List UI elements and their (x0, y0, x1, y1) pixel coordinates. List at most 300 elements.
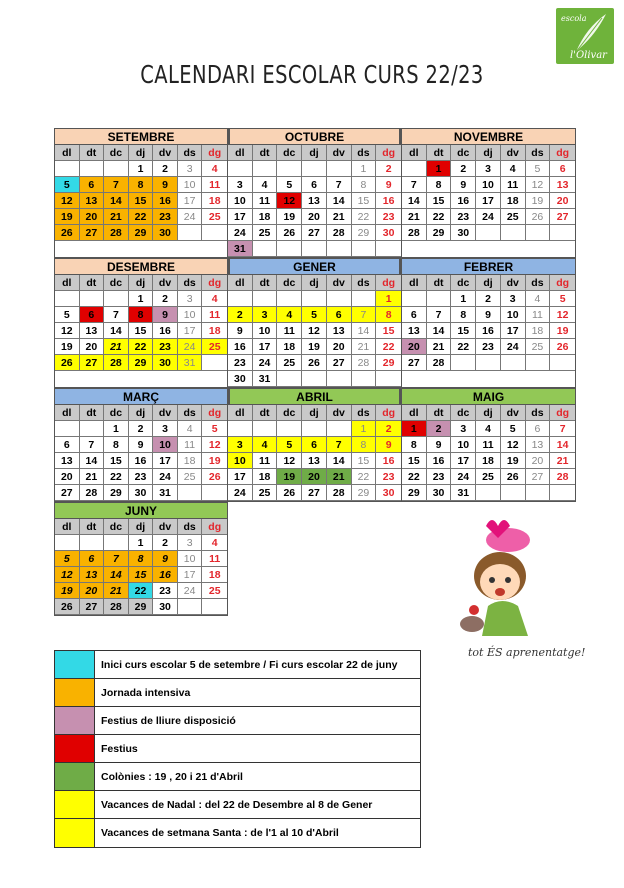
day-cell: 28 (402, 225, 427, 241)
legend-text: Festius de lliure disposició (101, 715, 236, 727)
day-cell: 12 (550, 307, 575, 323)
legend-text: Vacances de Nadal : del 22 de Desembre al 8 de Gener (101, 799, 373, 811)
day-cell: 8 (352, 437, 377, 453)
month-grid (402, 145, 575, 241)
month-grid (402, 405, 575, 501)
day-cell: 4 (526, 291, 551, 307)
day-cell: 22 (129, 583, 154, 599)
day-cell: 13 (302, 193, 327, 209)
day-cell: 14 (327, 453, 352, 469)
day-cell: 3 (178, 291, 203, 307)
weekday-header: dt (427, 145, 452, 161)
day-cell: 1 (352, 421, 377, 437)
day-cell: 8 (104, 437, 129, 453)
day-cell: 8 (352, 177, 377, 193)
day-cell: 2 (451, 161, 476, 177)
weekday-header: dc (104, 405, 129, 421)
month-grid (228, 275, 401, 387)
month-juny (54, 502, 228, 616)
legend-row (55, 735, 420, 763)
weekday-header: dt (80, 405, 105, 421)
day-cell: 10 (501, 307, 526, 323)
empty-cell (253, 161, 278, 177)
logo-line2: l'Olivar (570, 50, 607, 61)
empty-cell (277, 241, 302, 257)
day-cell: 25 (253, 225, 278, 241)
day-cell: 17 (178, 567, 203, 583)
day-cell: 2 (129, 421, 154, 437)
day-cell: 14 (80, 453, 105, 469)
day-cell: 31 (253, 371, 278, 387)
day-cell: 21 (327, 209, 352, 225)
weekday-header: dj (302, 275, 327, 291)
empty-cell (80, 535, 105, 551)
weekday-header: ds (526, 145, 551, 161)
day-cell: 19 (550, 323, 575, 339)
day-cell: 12 (55, 193, 80, 209)
day-cell: 18 (253, 209, 278, 225)
weekday-header: ds (178, 519, 203, 535)
empty-cell (178, 599, 203, 615)
day-cell: 3 (253, 307, 278, 323)
weekday-header: dg (202, 405, 227, 421)
empty-cell (550, 485, 575, 501)
day-cell: 19 (55, 209, 80, 225)
month-grid (55, 145, 227, 241)
month-maig (402, 388, 576, 502)
weekday-header: dg (376, 405, 401, 421)
day-cell: 3 (228, 437, 253, 453)
day-cell: 2 (228, 307, 253, 323)
day-cell: 20 (55, 469, 80, 485)
weekday-header: dj (129, 275, 154, 291)
day-cell: 28 (80, 485, 105, 501)
day-cell: 29 (352, 485, 377, 501)
weekday-header: dt (253, 405, 278, 421)
empty-cell (302, 161, 327, 177)
month-title: SETEMBRE (55, 128, 227, 145)
day-cell: 20 (526, 453, 551, 469)
day-cell: 16 (153, 193, 178, 209)
day-cell: 22 (427, 209, 452, 225)
month-title: MARÇ (55, 388, 227, 405)
day-cell: 18 (526, 323, 551, 339)
weekday-header: ds (352, 145, 377, 161)
empty-cell (253, 241, 278, 257)
weekday-header: dc (104, 275, 129, 291)
month-title: OCTUBRE (228, 128, 401, 145)
day-cell: 28 (427, 355, 452, 371)
day-cell: 4 (277, 307, 302, 323)
day-cell: 28 (104, 225, 129, 241)
empty-cell (104, 535, 129, 551)
day-cell: 13 (402, 323, 427, 339)
weekday-header: dc (451, 145, 476, 161)
day-cell: 12 (202, 437, 227, 453)
day-cell: 6 (302, 177, 327, 193)
legend-swatch (55, 651, 95, 678)
day-cell: 14 (104, 323, 129, 339)
day-cell: 11 (202, 551, 227, 567)
day-cell: 9 (153, 307, 178, 323)
day-cell: 25 (178, 469, 203, 485)
month-grid (55, 519, 227, 615)
day-cell: 9 (153, 177, 178, 193)
day-cell: 24 (228, 485, 253, 501)
empty-cell (376, 241, 401, 257)
empty-cell (352, 291, 377, 307)
day-cell: 21 (427, 339, 452, 355)
empty-cell (526, 485, 551, 501)
day-cell: 16 (376, 193, 401, 209)
day-cell: 10 (253, 323, 278, 339)
empty-cell (55, 291, 80, 307)
weekday-header: dt (80, 519, 105, 535)
day-cell: 4 (202, 291, 227, 307)
day-cell: 15 (352, 453, 377, 469)
day-cell: 17 (153, 453, 178, 469)
day-cell: 20 (302, 209, 327, 225)
day-cell: 24 (228, 225, 253, 241)
day-cell: 3 (501, 291, 526, 307)
day-cell: 21 (104, 583, 129, 599)
day-cell: 7 (80, 437, 105, 453)
weekday-header: dv (153, 275, 178, 291)
weekday-header: dg (376, 275, 401, 291)
day-cell: 6 (80, 551, 105, 567)
day-cell: 19 (277, 209, 302, 225)
day-cell: 1 (129, 161, 154, 177)
weekday-header: dj (476, 405, 501, 421)
empty-cell (104, 291, 129, 307)
day-cell: 15 (427, 193, 452, 209)
day-cell: 11 (501, 177, 526, 193)
empty-cell (550, 225, 575, 241)
day-cell: 15 (376, 323, 401, 339)
day-cell: 16 (228, 339, 253, 355)
empty-cell (104, 161, 129, 177)
day-cell: 4 (501, 161, 526, 177)
day-cell: 13 (55, 453, 80, 469)
empty-cell (501, 355, 526, 371)
day-cell: 23 (427, 469, 452, 485)
day-cell: 11 (178, 437, 203, 453)
day-cell: 7 (327, 177, 352, 193)
month-title: JUNY (55, 502, 227, 519)
weekday-header: dv (501, 275, 526, 291)
weekday-header: dt (427, 405, 452, 421)
weekday-header: dl (55, 275, 80, 291)
empty-cell (55, 421, 80, 437)
day-cell: 20 (327, 339, 352, 355)
day-cell: 6 (327, 307, 352, 323)
day-cell: 27 (302, 225, 327, 241)
weekday-header: ds (526, 405, 551, 421)
day-cell: 15 (104, 453, 129, 469)
weekday-header: dl (228, 275, 253, 291)
day-cell: 30 (376, 225, 401, 241)
legend-text: Festius (101, 743, 138, 755)
legend-swatch (55, 679, 95, 706)
day-cell: 18 (178, 453, 203, 469)
day-cell: 7 (104, 177, 129, 193)
day-cell: 18 (277, 339, 302, 355)
day-cell: 21 (104, 209, 129, 225)
day-cell: 27 (302, 485, 327, 501)
day-cell: 15 (129, 193, 154, 209)
empty-cell (202, 599, 227, 615)
day-cell: 23 (153, 339, 178, 355)
day-cell: 29 (104, 485, 129, 501)
day-cell: 3 (153, 421, 178, 437)
illustration-tagline: tot ÉS aprenentatge! (468, 646, 586, 659)
legend-swatch (55, 819, 95, 847)
day-cell: 19 (277, 469, 302, 485)
day-cell: 30 (129, 485, 154, 501)
empty-cell (202, 485, 227, 501)
day-cell: 13 (526, 437, 551, 453)
day-cell: 8 (427, 177, 452, 193)
empty-cell (253, 291, 278, 307)
empty-cell (228, 421, 253, 437)
month-title: ABRIL (228, 388, 401, 405)
month-grid (55, 405, 227, 501)
day-cell: 1 (129, 291, 154, 307)
day-cell: 4 (202, 161, 227, 177)
day-cell: 12 (501, 437, 526, 453)
day-cell: 6 (302, 437, 327, 453)
day-cell: 9 (451, 177, 476, 193)
legend-text: Colònies : 19 , 20 i 21 d'Abril (101, 771, 243, 783)
day-cell: 18 (202, 193, 227, 209)
weekday-header: dv (153, 519, 178, 535)
day-cell: 11 (277, 323, 302, 339)
day-cell: 22 (129, 209, 154, 225)
day-cell: 23 (376, 209, 401, 225)
day-cell: 9 (228, 323, 253, 339)
day-cell: 16 (476, 323, 501, 339)
day-cell: 22 (129, 339, 154, 355)
day-cell: 7 (104, 551, 129, 567)
weekday-header: dv (153, 145, 178, 161)
day-cell: 29 (129, 355, 154, 371)
day-cell: 29 (376, 355, 401, 371)
day-cell: 6 (80, 177, 105, 193)
day-cell: 16 (153, 567, 178, 583)
empty-cell (501, 225, 526, 241)
day-cell: 8 (129, 551, 154, 567)
month-abril (228, 388, 402, 502)
month-octubre (228, 128, 402, 258)
month-title: MAIG (402, 388, 575, 405)
day-cell: 3 (178, 161, 203, 177)
empty-cell (451, 355, 476, 371)
day-cell: 27 (526, 469, 551, 485)
school-logo (556, 8, 614, 64)
day-cell: 31 (451, 485, 476, 501)
weekday-header: dv (501, 145, 526, 161)
day-cell: 19 (501, 453, 526, 469)
day-cell: 17 (253, 339, 278, 355)
weekday-header: dj (476, 275, 501, 291)
day-cell: 5 (55, 177, 80, 193)
day-cell: 23 (129, 469, 154, 485)
month-title: DESEMBRE (55, 258, 227, 275)
weekday-header: dv (327, 275, 352, 291)
day-cell: 23 (476, 339, 501, 355)
empty-cell (427, 291, 452, 307)
day-cell: 15 (129, 567, 154, 583)
weekday-header: dl (402, 275, 427, 291)
weekday-header: dt (253, 275, 278, 291)
day-cell: 12 (277, 453, 302, 469)
day-cell: 30 (228, 371, 253, 387)
day-cell: 26 (55, 599, 80, 615)
day-cell: 20 (302, 469, 327, 485)
day-cell: 17 (451, 453, 476, 469)
day-cell: 29 (129, 225, 154, 241)
day-cell: 22 (352, 209, 377, 225)
day-cell: 10 (228, 453, 253, 469)
empty-cell (277, 371, 302, 387)
day-cell: 25 (526, 339, 551, 355)
day-cell: 2 (153, 535, 178, 551)
weekday-header: dj (129, 405, 154, 421)
weekday-header: dt (253, 145, 278, 161)
weekday-header: dc (104, 519, 129, 535)
day-cell: 20 (80, 339, 105, 355)
weekday-header: dv (327, 405, 352, 421)
day-cell: 10 (451, 437, 476, 453)
day-cell: 30 (153, 355, 178, 371)
weekday-header: dl (228, 405, 253, 421)
day-cell: 15 (129, 323, 154, 339)
day-cell: 3 (178, 535, 203, 551)
empty-cell (228, 161, 253, 177)
weekday-header: ds (178, 405, 203, 421)
day-cell: 30 (427, 485, 452, 501)
day-cell: 2 (427, 421, 452, 437)
day-cell: 29 (402, 485, 427, 501)
day-cell: 11 (202, 307, 227, 323)
day-cell: 8 (376, 307, 401, 323)
calendar-row (54, 258, 576, 388)
day-cell: 12 (302, 323, 327, 339)
day-cell: 1 (104, 421, 129, 437)
day-cell: 5 (501, 421, 526, 437)
empty-cell (277, 421, 302, 437)
day-cell: 23 (228, 355, 253, 371)
day-cell: 30 (153, 225, 178, 241)
day-cell: 1 (376, 291, 401, 307)
day-cell: 4 (178, 421, 203, 437)
day-cell: 29 (352, 225, 377, 241)
day-cell: 8 (129, 307, 154, 323)
day-cell: 21 (80, 469, 105, 485)
empty-cell (302, 241, 327, 257)
empty-cell (55, 535, 80, 551)
weekday-header: dj (302, 405, 327, 421)
empty-cell (327, 241, 352, 257)
empty-cell (302, 371, 327, 387)
day-cell: 22 (402, 469, 427, 485)
day-cell: 21 (352, 339, 377, 355)
day-cell: 14 (352, 323, 377, 339)
day-cell: 11 (253, 453, 278, 469)
calendar-row (54, 388, 576, 502)
day-cell: 26 (302, 355, 327, 371)
day-cell: 5 (55, 307, 80, 323)
day-cell: 11 (253, 193, 278, 209)
day-cell: 7 (352, 307, 377, 323)
day-cell: 22 (104, 469, 129, 485)
month-grid (402, 275, 575, 371)
day-cell: 23 (376, 469, 401, 485)
day-cell: 1 (402, 421, 427, 437)
empty-cell (327, 371, 352, 387)
weekday-header: dg (550, 145, 575, 161)
weekday-header: dj (129, 519, 154, 535)
empty-cell (80, 161, 105, 177)
day-cell: 25 (202, 339, 227, 355)
weekday-header: dc (451, 405, 476, 421)
day-cell: 13 (80, 567, 105, 583)
day-cell: 27 (550, 209, 575, 225)
day-cell: 24 (501, 339, 526, 355)
day-cell: 30 (153, 599, 178, 615)
day-cell: 19 (55, 583, 80, 599)
day-cell: 4 (202, 535, 227, 551)
empty-cell (352, 241, 377, 257)
day-cell: 2 (153, 161, 178, 177)
day-cell: 27 (327, 355, 352, 371)
day-cell: 15 (451, 323, 476, 339)
weekday-header: dl (55, 519, 80, 535)
day-cell: 6 (80, 307, 105, 323)
page-title: CALENDARI ESCOLAR CURS 22/23 (140, 60, 484, 89)
day-cell: 21 (327, 469, 352, 485)
day-cell: 9 (427, 437, 452, 453)
empty-cell (476, 355, 501, 371)
weekday-header: dt (80, 275, 105, 291)
weekday-header: dv (327, 145, 352, 161)
day-cell: 20 (80, 209, 105, 225)
day-cell: 28 (327, 225, 352, 241)
day-cell: 12 (277, 193, 302, 209)
empty-cell (55, 161, 80, 177)
month-desembre (54, 258, 228, 388)
day-cell: 17 (501, 323, 526, 339)
empty-cell (80, 421, 105, 437)
day-cell: 18 (202, 567, 227, 583)
month-grid (228, 145, 401, 257)
legend-row (55, 707, 420, 735)
empty-cell (526, 225, 551, 241)
day-cell: 24 (253, 355, 278, 371)
day-cell: 14 (550, 437, 575, 453)
empty-cell (352, 371, 377, 387)
day-cell: 5 (277, 437, 302, 453)
day-cell: 29 (427, 225, 452, 241)
day-cell: 25 (253, 485, 278, 501)
day-cell: 4 (476, 421, 501, 437)
day-cell: 7 (402, 177, 427, 193)
day-cell: 18 (202, 323, 227, 339)
day-cell: 17 (178, 193, 203, 209)
day-cell: 14 (402, 193, 427, 209)
legend-text: Inici curs escolar 5 de setembre / Fi curs escolar 22 de juny (101, 659, 398, 671)
weekday-header: dc (277, 145, 302, 161)
